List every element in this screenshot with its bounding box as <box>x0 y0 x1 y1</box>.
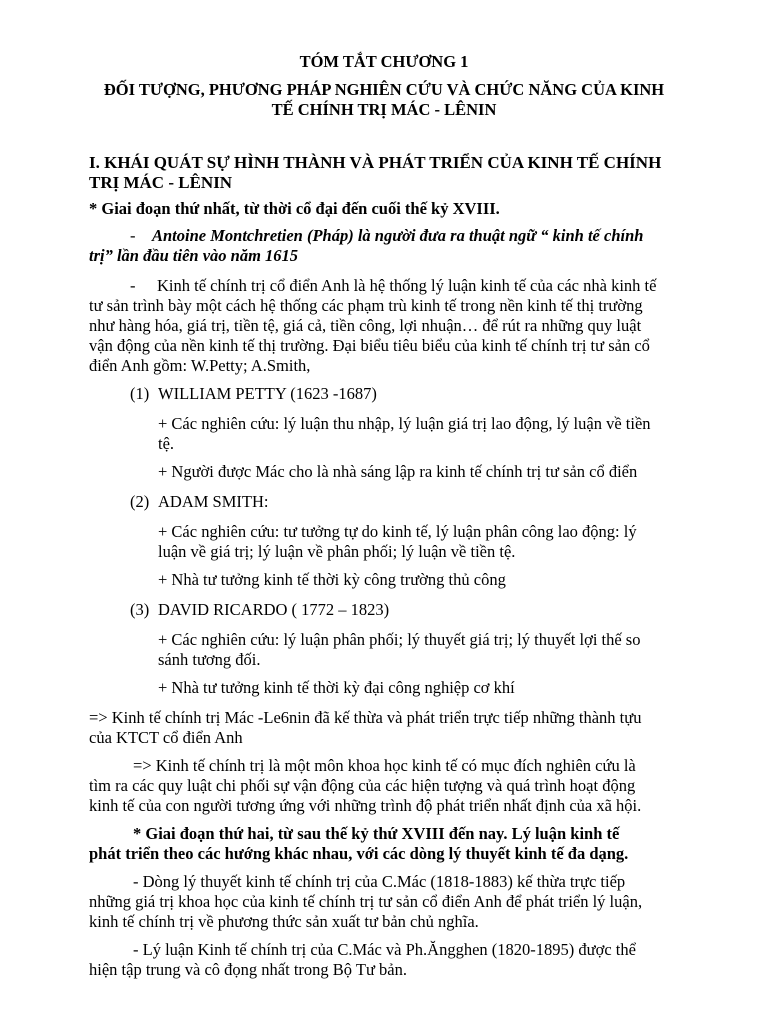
petty-note: + Người được Mác cho là nhà sáng lập ra kinh tế chính trị tư sản cổ điển <box>158 462 638 481</box>
list-number: (2) <box>130 492 150 511</box>
ricardo-note: + Nhà tư tưởng kinh tế thời kỳ đại công nghiệp cơ khí <box>158 678 515 697</box>
conclusion-inheritance: => Kinh tế chính trị Mác -Le6nin đã kế thừa và phát triển trực tiếp những thành tựu của KTCT cổ điển Anh <box>89 708 642 747</box>
marx-paragraph: - Dòng lý thuyết kinh tế chính trị của C.Mác (1818-1883) kế thừa trực tiếp những giá trị khoa học của kinh tế chính trị tư sản cổ điển Anh để phát triển lý luận, kinh tế chính trị về phương thức sản xuất tư bản chủ nghĩa. <box>89 872 643 931</box>
smith-research: + Các nghiên cứu: tư tưởng tự do kinh tế, lý luận phân công lao động: lý luận về giá trị; lý luận về phân phối; lý luận về tiền tệ. <box>158 522 637 561</box>
stage1-heading: * Giai đoạn thứ nhất, từ thời cổ đại đến cuối thế kỷ XVIII. <box>89 199 500 218</box>
classical-economics-paragraph: - Kinh tế chính trị cổ điển Anh là hệ thống lý luận kinh tế của các nhà kinh tế tư sản trình bày một cách hệ thống các phạm trù kinh tế trong nền kinh tế thị trường như hàng hóa, giá trị, tiền tệ, giá cả, tiền công, lợi nhuận… để rút ra những quy luật vận động của nền kinh tế thị trường. Đại biểu tiêu biểu của kinh tế chính trị tư sản cổ điển Anh gồm: W.Petty; A.Smith, <box>89 276 657 375</box>
montchretien-paragraph: - Antoine Montchretien (Pháp) là người đưa ra thuật ngữ “ kinh tế chính trị” lần đầu tiên vào năm 1615 <box>89 226 644 265</box>
conclusion-definition: => Kinh tế chính trị là một môn khoa học kinh tế có mục đích nghiên cứu là tìm ra các quy luật chi phối sự vận động của các hiện tượng và quá trình hoạt động kinh tế của con người tương ứng với những trình độ phát triển nhất định của xã hội. <box>89 756 642 815</box>
stage2-heading: * Giai đoạn thứ hai, từ sau thế kỷ thứ XVIII đến nay. Lý luận kinh tế phát triển theo các hướng khác nhau, với các dòng lý thuyết kinh tế đa dạng. <box>89 824 629 863</box>
chapter-title: TÓM TẮT CHƯƠNG 1 <box>299 52 469 71</box>
smith-note: + Nhà tư tưởng kinh tế thời kỳ công trường thủ công <box>158 570 506 589</box>
ricardo-research: + Các nghiên cứu: lý luận phân phối; lý thuyết giá trị; lý thuyết lợi thế so sánh tương đối. <box>158 630 641 669</box>
capital-paragraph: - Lý luận Kinh tế chính trị của C.Mác và Ph.Ăngghen (1820-1895) được thể hiện tập trung và cô đọng nhất trong Bộ Tư bản. <box>89 940 636 979</box>
list-item-petty: (1) WILLIAM PETTY (1623 -1687) <box>130 384 377 403</box>
list-item-smith: (2) ADAM SMITH: <box>130 492 269 511</box>
petty-research: + Các nghiên cứu: lý luận thu nhập, lý luận giá trị lao động, lý luận về tiền tệ. <box>158 414 651 453</box>
list-dash: - <box>130 226 136 245</box>
list-number: (3) <box>130 600 150 619</box>
list-dash: - <box>130 276 136 295</box>
section-heading: I. KHÁI QUÁT SỰ HÌNH THÀNH VÀ PHÁT TRIỂN CỦA KINH TẾ CHÍNH TRỊ MÁC - LÊNIN <box>89 153 662 192</box>
list-number: (1) <box>130 384 150 403</box>
chapter-subtitle: ĐỐI TƯỢNG, PHƯƠNG PHÁP NGHIÊN CỨU VÀ CHỨC NĂNG CỦA KINH TẾ CHÍNH TRỊ MÁC - LÊNIN <box>103 80 665 119</box>
list-item-ricardo: (3) DAVID RICARDO ( 1772 – 1823) <box>130 600 390 619</box>
